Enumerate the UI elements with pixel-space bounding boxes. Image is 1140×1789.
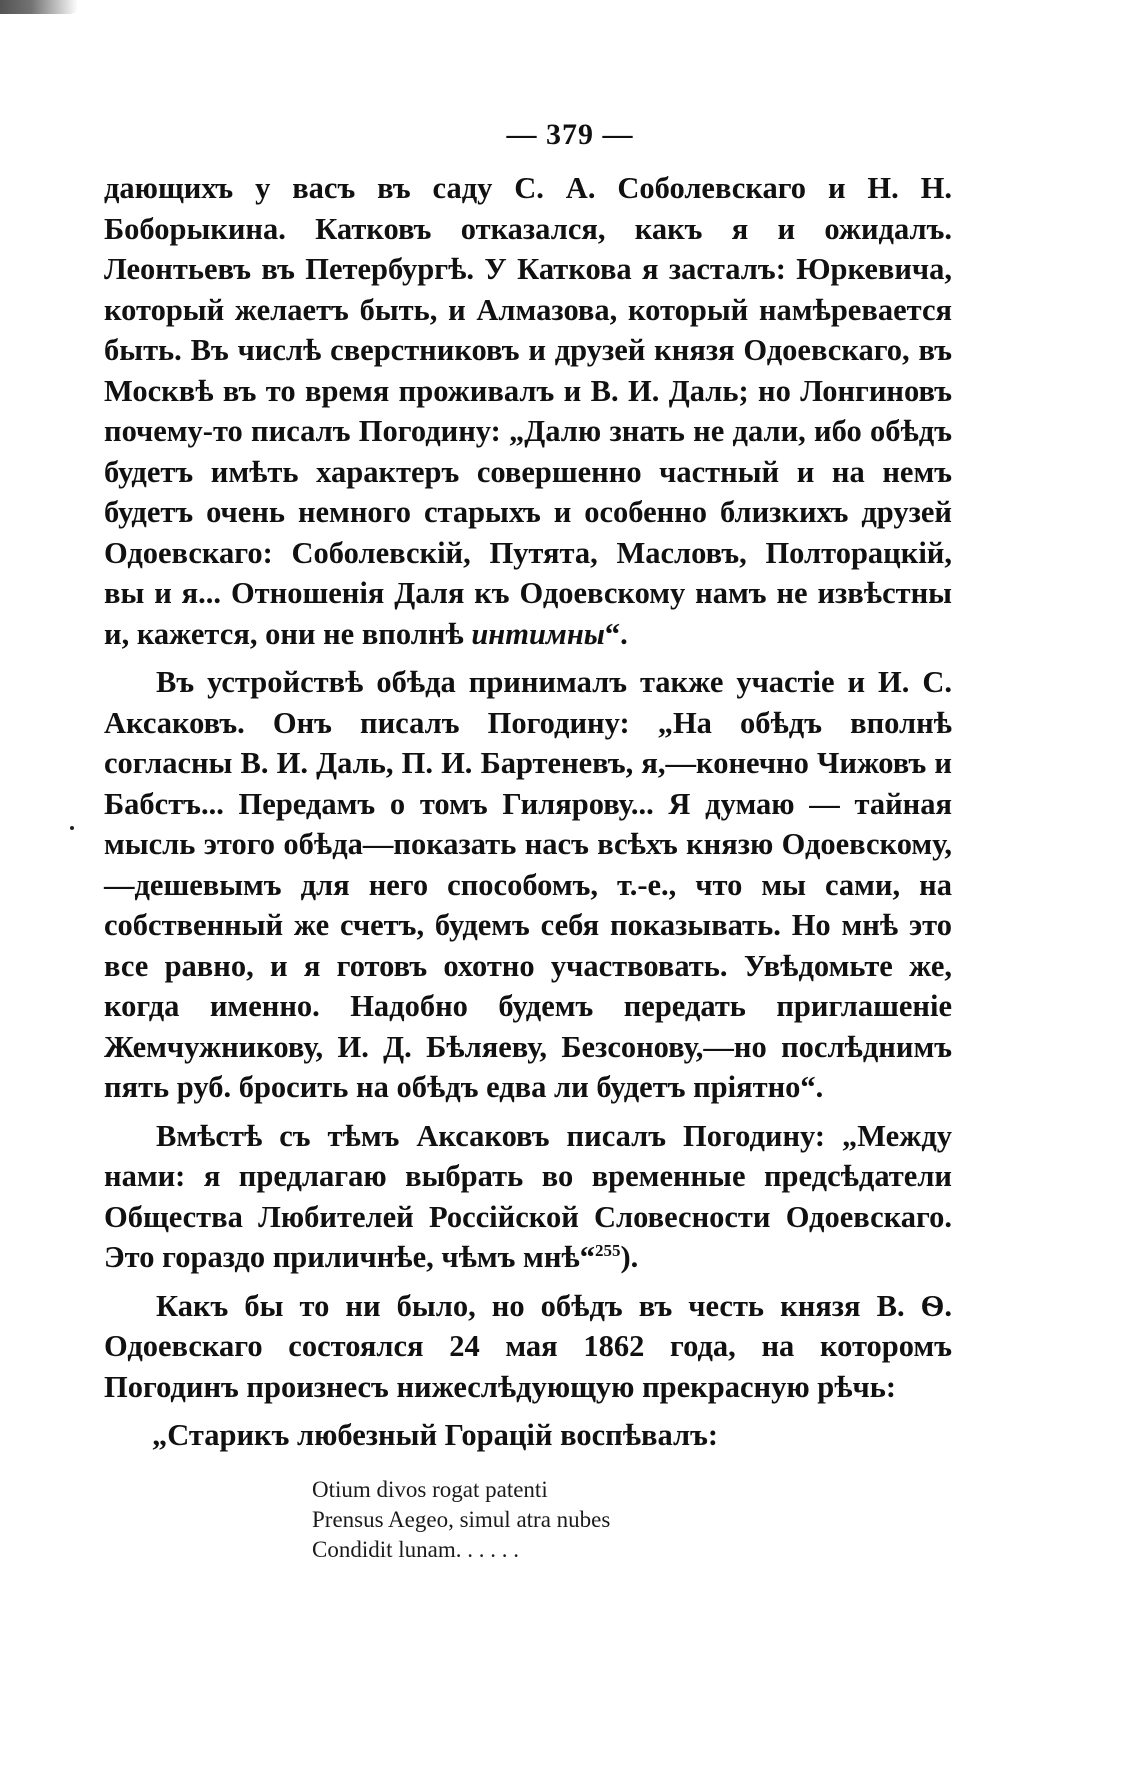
paragraph-4-text: Какъ бы то ни было, но обѣдъ въ честь князя В. Ѳ. Одоевскаго состоялся 24 мая 1862 года, на которомъ Погодинъ произнесъ нижеслѣдующую прекрасную рѣчь: xyxy=(104,1288,952,1404)
verse-line: Prensus Aegeo, simul atra nubes xyxy=(312,1507,611,1532)
paragraph-3 xyxy=(104,1116,952,1278)
scan-corner-smudge xyxy=(0,0,78,14)
paragraph-1-text: дающихъ у васъ въ саду С. А. Соболевскаго и Н. Н. Боборыкина. Катковъ отказался, какъ я и ожидалъ. Леонтьевъ въ Петербургѣ. У Каткова я засталъ: Юркевича, который желаетъ быть, и Алмазова, который намѣревается быть. Въ числѣ сверстниковъ и друзей князя Одоевскаго, въ Москвѣ въ то время проживалъ и В. И. Даль; но Лонгиновъ почему-то писалъ Погодину: „Далю знать не дали, ибо обѣдъ будетъ имѣть характеръ совершенно частный и на немъ будетъ очень немного старыхъ и особенно близкихъ друзей Одоевскаго: Соболевскій, Путята, Масловъ, Полторацкій, вы и я... Отношенія Даля къ Одоевскому намъ не извѣстны и, кажется, они не вполнѣ xyxy=(104,171,952,651)
paragraph-2-text: Въ устройствѣ обѣда принималъ также участіе и И. С. Аксаковъ. Онъ писалъ Погодину: „На обѣдъ вполнѣ согласны В. И. Даль, П. И. Бартеневъ, я,—конечно Чижовъ и Бабстъ... Передамъ о томъ Гилярову... Я думаю — тайная мысль этого обѣда—показать насъ всѣхъ князю Одоевскому,—дешевымъ для него способомъ, т.-е., что мы сами, на собственный же счетъ, будемъ себя показывать. Но мнѣ это все равно, и я готовъ охотно участвовать. Увѣдомьте же, когда именно. Надобно будемъ передать приглашеніе Жемчужникову, И. Д. Бѣляеву, Безсонову,—но послѣднимъ пять руб. бросить на обѣдъ едва ли будетъ пріятно“. xyxy=(104,665,952,1104)
footnote-ref: 255 xyxy=(594,1240,621,1260)
verse-line: Otium divos rogat patenti xyxy=(312,1477,548,1502)
verse-line: Condidit lunam. . . . . . xyxy=(312,1537,519,1562)
quote-lead: „Старикъ любезный Горацій воспѣвалъ: xyxy=(152,1418,719,1452)
latin-verse xyxy=(312,1475,610,1565)
paragraph-1-tail: “. xyxy=(604,616,628,651)
paragraph-4 xyxy=(104,1286,952,1408)
paragraph-3-text: Вмѣстѣ съ тѣмъ Аксаковъ писалъ Погодину: „Между нами: я предлагаю выбрать во временные предсѣдатели Общества Любителей Россійской Словесности Одоевскаго. Это гораздо приличнѣе, чѣмъ мнѣ“ xyxy=(104,1118,952,1274)
scan-speck xyxy=(70,826,74,830)
paragraph-3-tail: ). xyxy=(620,1240,639,1274)
paragraph-1-italic: интимны xyxy=(471,616,605,651)
main-text xyxy=(104,168,952,1456)
paragraph-2 xyxy=(104,662,952,1108)
page-number: — 379 — xyxy=(506,118,634,151)
paragraph-1 xyxy=(104,168,952,654)
